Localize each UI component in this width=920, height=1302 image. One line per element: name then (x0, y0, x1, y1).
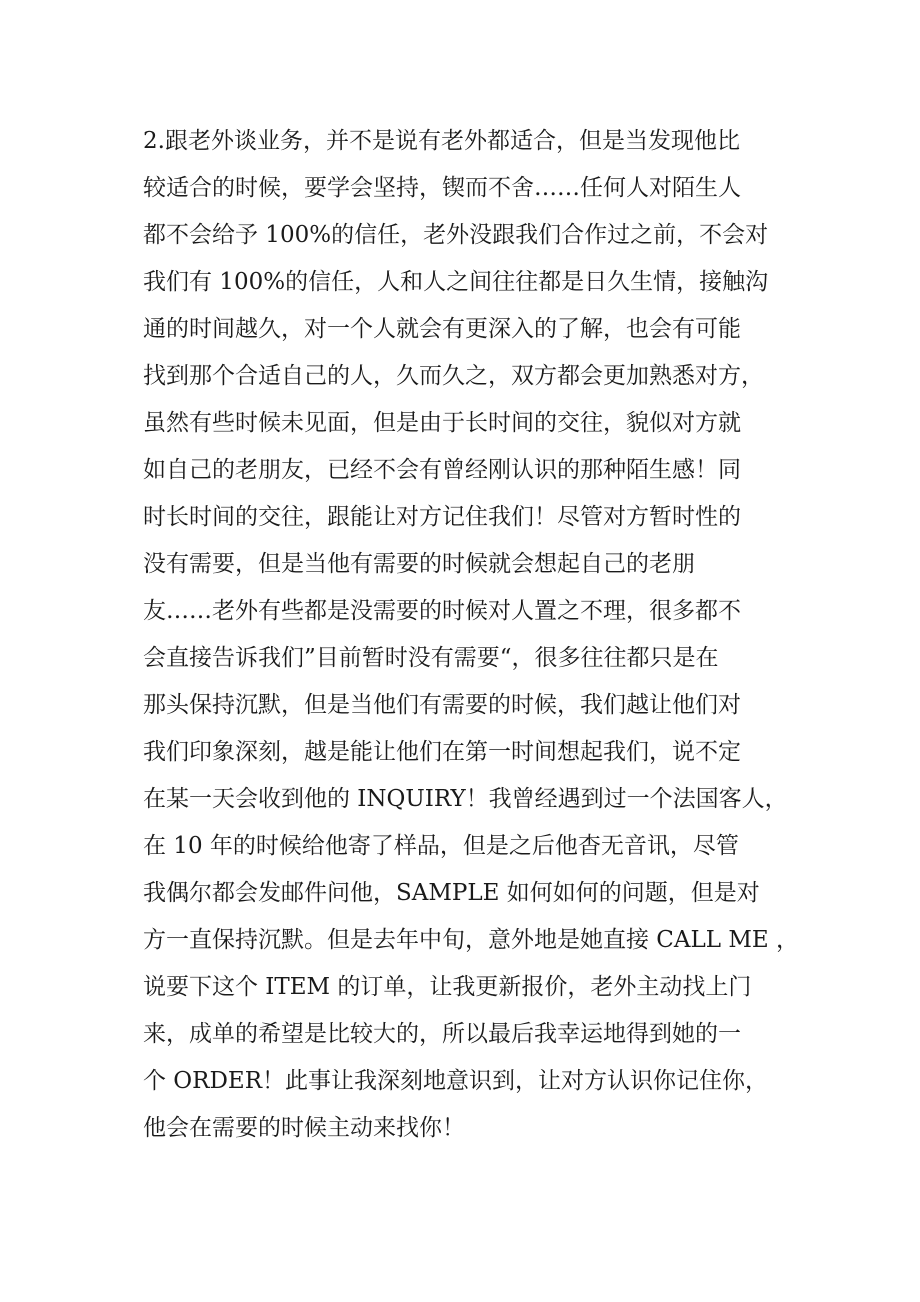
paragraph-line: 他会在需要的时候主动来找你！ (143, 1115, 465, 1141)
paragraph-line: 个 ORDER！此事让我深刻地意识到，让对方认识你记住你， (143, 1068, 769, 1094)
paragraph-line: 找到那个合适自己的人，久而久之，双方都会更加熟悉对方， (143, 363, 764, 389)
paragraph-line: 我偶尔都会发邮件问他，SAMPLE 如何如何的问题，但是对 (143, 880, 760, 906)
paragraph-line: 2.跟老外谈业务，并不是说有老外都适合，但是当发现他比 (143, 128, 740, 154)
paragraph-line: 会直接告诉我们”目前暂时没有需要“，很多往往都只是在 (143, 645, 719, 671)
paragraph-line: 说要下这个 ITEM 的订单，让我更新报价，老外主动找上门 (143, 974, 752, 1000)
paragraph-line: 都不会给予 100%的信任，老外没跟我们合作过之前，不会对 (143, 222, 769, 248)
paragraph-line: 虽然有些时候未见面，但是由于长时间的交往，貌似对方就 (143, 410, 741, 436)
paragraph-line: 在 10 年的时候给他寄了样品，但是之后他杳无音讯，尽管 (143, 833, 739, 859)
paragraph-line: 来，成单的希望是比较大的，所以最后我幸运地得到她的一 (143, 1021, 741, 1047)
paragraph-line: 时长时间的交往，跟能让对方记住我们！尽管对方暂时性的 (143, 504, 741, 530)
paragraph-line: 那头保持沉默，但是当他们有需要的时候，我们越让他们对 (143, 692, 741, 718)
paragraph-line: 较适合的时候，要学会坚持，锲而不舍……任何人对陌生人 (143, 175, 741, 201)
body-paragraph (143, 118, 803, 1152)
paragraph-line: 没有需要，但是当他有需要的时候就会想起自己的老朋 (143, 551, 695, 577)
paragraph-line: 如自己的老朋友，已经不会有曾经刚认识的那种陌生感！同 (143, 457, 741, 483)
paragraph-line: 友……老外有些都是没需要的时候对人置之不理，很多都不 (143, 598, 741, 624)
paragraph-line: 我们印象深刻，越是能让他们在第一时间想起我们，说不定 (143, 739, 741, 765)
paragraph-line: 在某一天会收到他的 INQUIRY！我曾经遇到过一个法国客人， (143, 786, 788, 812)
paragraph-line: 方一直保持沉默。但是去年中旬，意外地是她直接 CALL ME ， (143, 927, 800, 953)
paragraph-line: 通的时间越久，对一个人就会有更深入的了解，也会有可能 (143, 316, 741, 342)
paragraph-line: 我们有 100%的信任，人和人之间往往都是日久生情，接触沟 (143, 269, 769, 295)
